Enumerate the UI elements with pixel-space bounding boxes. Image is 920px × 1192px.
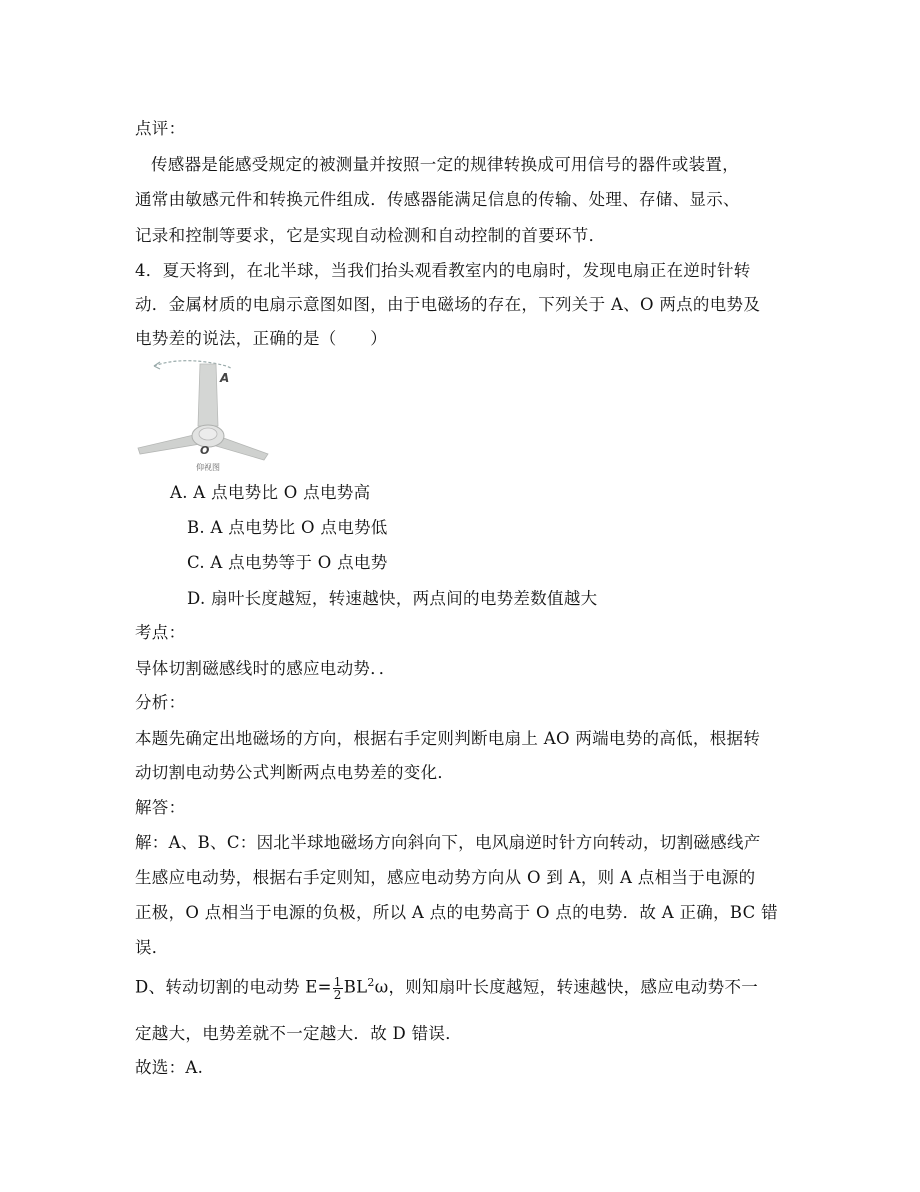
option-b: B. A 点电势比 O 点电势低 <box>187 518 388 537</box>
question-line-1: 4．夏天将到，在北半球，当我们抬头观看教室内的电扇时，发现电扇正在逆时针转 <box>135 261 751 280</box>
jieda-last-line: 定越大，电势差就不一定越大．故 D 错误． <box>135 1024 463 1043</box>
question-line-3: 电势差的说法，正确的是（ ） <box>135 329 387 348</box>
option-d: D. 扇叶长度越短，转速越快，两点间的电势差数值越大 <box>187 589 598 608</box>
jieda-heading: 解答： <box>135 798 186 817</box>
fraction-denominator: 2 <box>333 987 342 1002</box>
jieda-line-4: 误． <box>135 938 169 957</box>
option-a: A. A 点电势比 O 点电势高 <box>170 483 371 502</box>
kaodian-text: 导体切割磁感线时的感应电动势．． <box>135 659 396 678</box>
jieda-line-3: 正极，O 点相当于电源的负极，所以 A 点的电势高于 O 点的电势．故 A 正确，BC 错 <box>135 903 778 922</box>
fenxi-line-2: 动切割电动势公式判断两点电势差的变化． <box>135 763 455 782</box>
kaodian-heading: 考点： <box>135 623 186 642</box>
formula-bl: BL <box>343 977 368 997</box>
fraction-one-half <box>333 976 343 1001</box>
review-line-1: 传感器是能感受规定的被测量并按照一定的规律转换成可用信号的器件或装置， <box>151 155 739 174</box>
fenxi-heading: 分析： <box>135 693 186 712</box>
option-c: C. A 点电势等于 O 点电势 <box>187 553 388 572</box>
jieda-line-1: 解：A、B、C：因北半球地磁场方向斜向下，电风扇逆时针方向转动，切割磁感线产 <box>135 833 761 852</box>
formula-prefix: D、转动切割的电动势 E= <box>135 977 332 997</box>
fraction-numerator: 1 <box>333 974 342 989</box>
review-heading: 点评： <box>135 119 186 138</box>
ceiling-fan-figure <box>136 356 272 474</box>
fenxi-line-1: 本题先确定出地磁场的方向，根据右手定则判断电扇上 AO 两端电势的高低，根据转 <box>135 729 761 748</box>
question-line-2: 动．金属材质的电扇示意图如图，由于电磁场的存在，下列关于 A、O 两点的电势及 <box>135 295 761 314</box>
answer-line: 故选：A. <box>135 1058 204 1077</box>
label-a: A <box>220 371 230 385</box>
review-line-3: 记录和控制等要求，它是实现自动检测和自动控制的首要环节． <box>135 226 606 245</box>
review-line-2: 通常由敏感元件和转换元件组成．传感器能满足信息的传输、处理、存储、显示、 <box>135 190 740 209</box>
jieda-line-2: 生感应电动势，根据右手定则知，感应电动势方向从 O 到 A，则 A 点相当于电源的 <box>135 868 756 887</box>
figure-caption: 仰视图 <box>196 463 220 472</box>
formula-line <box>135 972 758 1001</box>
formula-power: 2 <box>367 976 375 989</box>
label-o: O <box>200 444 210 457</box>
formula-suffix: ω，则知扇叶长度越短，转速越快，感应电动势不一 <box>374 977 759 997</box>
